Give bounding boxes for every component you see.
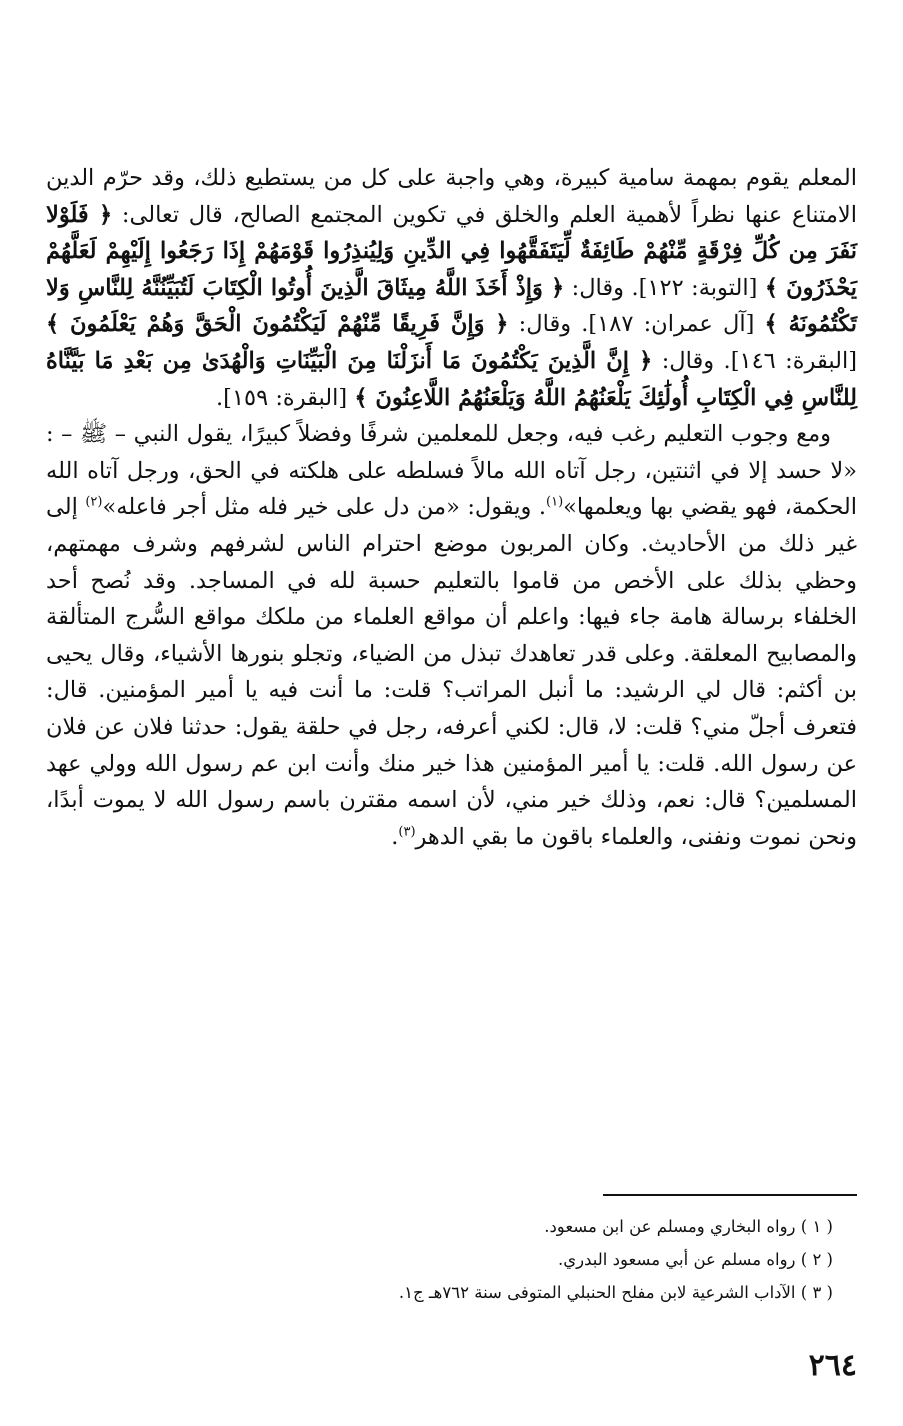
paragraph-2 xyxy=(46,416,857,855)
text-segment: . ويقول: «من دل على خير فله مثل أجر فاعله» xyxy=(102,494,547,521)
footnote-2: ( ٢ ) رواه مسلم عن أبي مسعود البدري. xyxy=(558,1250,833,1269)
page-number: ٢٦٤ xyxy=(808,1348,857,1383)
quran-verse: ﴿ وَإِنَّ فَرِيقًا مِّنْهُمْ لَيَكْتُمُونَ الْحَقَّ وَهُمْ يَعْلَمُونَ ﴾ xyxy=(46,311,509,338)
quran-verse: ﴿ فَلَوْلا نَفَرَ مِن كُلِّ فِرْقَةٍ مِّنْهُمْ طَائِفَةٌ لِّيَتَفَقَّهُوا فِي الدِّينِ وَلِيُنذِرُوا قَوْمَهُمْ إِذَا رَجَعُوا إِلَيْهِمْ لَعَلَّهُمْ يَحْذَرُونَ ﴾ xyxy=(46,201,857,301)
text-segment: [البقرة: ١٤٦]. وقال: xyxy=(652,347,858,374)
footnote-ref-3: (٣) xyxy=(398,824,416,840)
body-text xyxy=(46,160,857,855)
text-segment: ومع وجوب التعليم رغب فيه، وجعل للمعلمين شرفًا وفضلاً كبيرًا، يقول النبي – ﷺ – : «لا حسد إلا في اثنتين، رجل آتاه الله مالاً فسلطه على هلكته في الحق، ورجل آتاه الله الحكمة، فهو يقضي بها ويعلمها» xyxy=(46,421,858,521)
text-segment: [التوبة: ١٢٢]. وقال: xyxy=(564,274,765,301)
footnote-1: ( ١ ) رواه البخاري ومسلم عن ابن مسعود. xyxy=(544,1217,833,1236)
text-segment: المعلم يقوم بمهمة سامية كبيرة، وهي واجبة على كل من يستطيع ذلك، وقد حرّم الدين الامتناع عنها نظراً لأهمية العلم والخلق في تكوين المجتمع الصالح، قال تعالى: xyxy=(46,165,857,228)
quran-verse: ﴿ وَإِذْ أَخَذَ اللَّهُ مِيثَاقَ الَّذِينَ أُوتُوا الْكِتَابَ لَتُبَيِّنُنَّهُ لِلنَّاسِ وَلا تَكْتُمُونَهُ ﴾ xyxy=(46,274,857,338)
footnote-ref-2: (٢) xyxy=(85,494,103,510)
text-segment: [آل عمران: ١٨٧]. وقال: xyxy=(508,311,765,338)
text-segment: إلى غير ذلك من الأحاديث. وكان المربون موضع احترام الناس لشرفهم وشرف مهمتهم، وحظي بذلك على الأخص من قاموا بالتعليم حسبة لله في المساجد. وقد نُصح أحد الخلفاء برسالة هامة جاء فيها: واعلم أن مواقع العلماء من ملكك مواقع السُّرج المتألقة والمصابيح المعلقة. وعلى قدر تعاهدك تبذل من الضياء، وتجلو بنورها الأشياء، وقال يحيى بن أكثم: قال لي الرشيد: ما أنبل المراتب؟ قلت: ما أنت فيه يا أمير المؤمنين. قال: فتعرف أجلّ مني؟ قلت: لا، قال: لكني أعرفه، رجل في حلقة يقول: حدثنا فلان عن فلان عن رسول الله. قلت: يا أمير المؤمنين هذا خير منك وأنت ابن عم رسول الله وولي عهد المسلمين؟ قال: نعم، وذلك خير مني، لأن اسمه مقترن باسم رسول الله لا يموت أبدًا، ونحن نموت ونفنى، والعلماء باقون ما بقي الدهر xyxy=(46,494,857,850)
footnotes xyxy=(40,1210,833,1309)
footnote-ref-1: (١) xyxy=(546,494,564,510)
footnote-3: ( ٣ ) الآداب الشرعية لابن مفلح الحنبلي المتوفى سنة ٧٦٢هـ ج١. xyxy=(398,1283,833,1302)
footnote-divider xyxy=(603,1194,857,1196)
paragraph-1 xyxy=(46,160,857,416)
quran-verse: ﴿ إِنَّ الَّذِينَ يَكْتُمُونَ مَا أَنزَلْنَا مِنَ الْبَيِّنَاتِ وَالْهُدَىٰ مِن بَعْدِ مَا بَيَّنَّاهُ لِلنَّاسِ فِي الْكِتَابِ أُولَٰئِكَ يَلْعَنُهُمُ اللَّهُ وَيَلْعَنُهُمُ اللَّاعِنُونَ ﴾ xyxy=(46,347,857,411)
text-segment: . xyxy=(391,823,399,850)
text-segment: [البقرة: ١٥٩]. xyxy=(216,384,355,411)
